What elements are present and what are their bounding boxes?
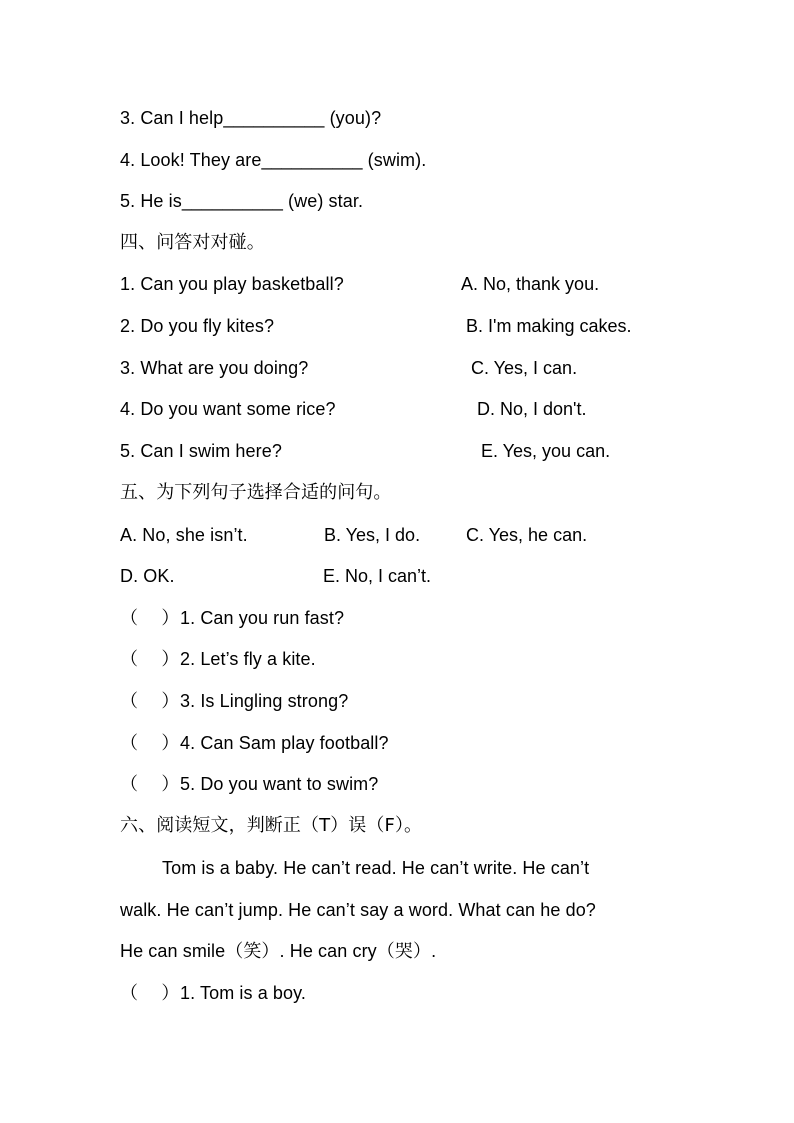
section4-question-2: 2. Do you fly kites?: [120, 316, 275, 336]
section5-item-4: [120, 731, 389, 756]
answer-paren[interactable]: （ ）: [120, 649, 180, 670]
section5-item-1: [120, 606, 344, 631]
section4-answer-d: D. No, I don't.: [477, 399, 587, 419]
passage-line-1: Tom is a baby. He can’t read. He can’t write. He can’t: [162, 858, 590, 878]
section5-item-2: [120, 647, 316, 672]
fill-blank-5: 5. He is__________ (we) star.: [120, 191, 364, 211]
section6-item-1: [120, 981, 306, 1006]
answer-paren[interactable]: （ ）: [120, 608, 180, 629]
answer-paren[interactable]: （ ）: [120, 691, 180, 712]
section4-question-5: 5. Can I swim here?: [120, 441, 282, 461]
section5-item-text: 1. Can you run fast?: [180, 608, 345, 628]
answer-paren[interactable]: （ ）: [120, 774, 180, 795]
section4-answer-b: B. I'm making cakes.: [466, 316, 632, 336]
answer-paren[interactable]: （ ）: [120, 983, 180, 1004]
section5-item-text: 5. Do you want to swim?: [180, 774, 379, 794]
section4-answer-c: C. Yes, I can.: [471, 358, 578, 378]
section5-option-b: B. Yes, I do.: [324, 525, 421, 545]
passage-line-3: He can smile（笑）. He can cry（哭）.: [120, 941, 437, 961]
section5-option-a: A. No, she isn’t.: [120, 525, 248, 545]
section5-item-text: 3. Is Lingling strong?: [180, 691, 349, 711]
section5-item-5: [120, 772, 378, 797]
section4-title: 四、问答对对碰。: [120, 232, 265, 253]
section5-title: 五、为下列句子选择合适的问句。: [120, 482, 392, 503]
section5-item-text: 4. Can Sam play football?: [180, 733, 389, 753]
section4-answer-a: A. No, thank you.: [461, 274, 600, 294]
section5-option-c: C. Yes, he can.: [466, 525, 588, 545]
section5-item-3: [120, 689, 348, 714]
section4-question-3: 3. What are you doing?: [120, 358, 309, 378]
section5-option-e: E. No, I can’t.: [323, 566, 432, 586]
section4-question-4: 4. Do you want some rice?: [120, 399, 336, 419]
fill-blank-3: 3. Can I help__________ (you)?: [120, 108, 382, 128]
section4-question-1: 1. Can you play basketball?: [120, 274, 344, 294]
fill-blank-4: 4. Look! They are__________ (swim).: [120, 150, 427, 170]
section6-item-text: 1. Tom is a boy.: [180, 983, 306, 1003]
answer-paren[interactable]: （ ）: [120, 733, 180, 754]
passage-line-2: walk. He can’t jump. He can’t say a word. What can he do?: [120, 900, 596, 920]
section5-item-text: 2. Let’s fly a kite.: [180, 649, 316, 669]
section4-answer-e: E. Yes, you can.: [481, 441, 611, 461]
section5-option-d: D. OK.: [120, 566, 175, 586]
section6-title: 六、阅读短文，判断正（T）误（F）。: [120, 815, 423, 836]
